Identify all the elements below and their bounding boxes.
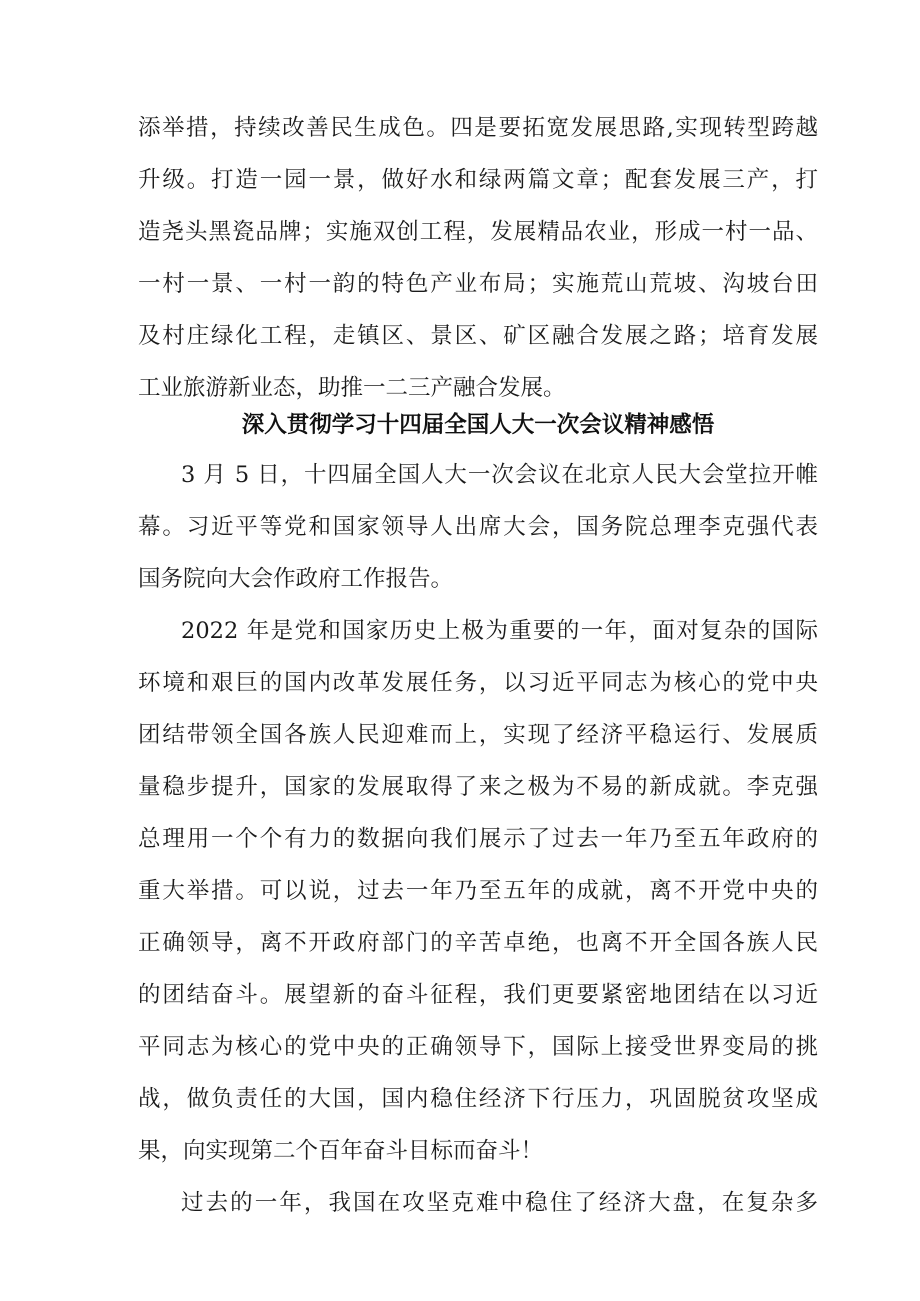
paragraph-line: 过去的一年，我国在攻坚克难中稳住了经济大盘，在复杂多 [181, 1190, 818, 1216]
intro-line: 工业旅游新业态，助推一二三产融合发展。 [138, 375, 566, 401]
paragraph-line: 幕。习近平等党和国家领导人出席大会，国务院总理李克强代表 [138, 514, 818, 540]
paragraph-line: 的团结奋斗。展望新的奋斗征程，我们更要紧密地团结在以习近 [138, 982, 818, 1008]
intro-line: 及村庄绿化工程，走镇区、景区、矿区融合发展之路；培育发展 [138, 323, 818, 349]
paragraph-line: 团结带领全国各族人民迎难而上，实现了经济平稳运行、发展质 [138, 722, 818, 748]
paragraph-line: 正确领导，离不开政府部门的辛苦卓绝，也离不开全国各族人民 [138, 930, 818, 956]
paragraph-line: 2022 年是党和国家历史上极为重要的一年，面对复杂的国际 [181, 618, 818, 644]
paragraph-line: 环境和艰巨的国内改革发展任务，以习近平同志为核心的党中央 [138, 670, 818, 696]
paragraph-line: 果，向实现第二个百年奋斗目标而奋斗！ [138, 1138, 544, 1164]
paragraph-line: 重大举措。可以说，过去一年乃至五年的成就，离不开党中央的 [138, 878, 818, 904]
paragraph-line: 战，做负责任的大国，国内稳住经济下行压力，巩固脱贫攻坚成 [138, 1086, 818, 1112]
intro-line: 造尧头黑瓷品牌；实施双创工程，发展精品农业，形成一村一品、 [138, 219, 818, 245]
intro-line: 一村一景、一村一韵的特色产业布局；实施荒山荒坡、沟坡台田 [138, 271, 818, 297]
paragraph-line: 3 月 5 日，十四届全国人大一次会议在北京人民大会堂拉开帷 [181, 462, 818, 488]
paragraph-line: 平同志为核心的党中央的正确领导下，国际上接受世界变局的挑 [138, 1034, 818, 1060]
paragraph-line: 量稳步提升，国家的发展取得了来之极为不易的新成就。李克强 [138, 774, 818, 800]
paragraph-line: 国务院向大会作政府工作报告。 [138, 566, 454, 592]
intro-line: 升级。打造一园一景，做好水和绿两篇文章；配套发展三产，打 [138, 167, 818, 193]
intro-line: 添举措，持续改善民生成色。四是要拓宽发展思路,实现转型跨越 [138, 115, 818, 141]
section-title: 深入贯彻学习十四届全国人大一次会议精神感悟 [241, 412, 715, 438]
paragraph-line: 总理用一个个有力的数据向我们展示了过去一年乃至五年政府的 [138, 826, 818, 852]
